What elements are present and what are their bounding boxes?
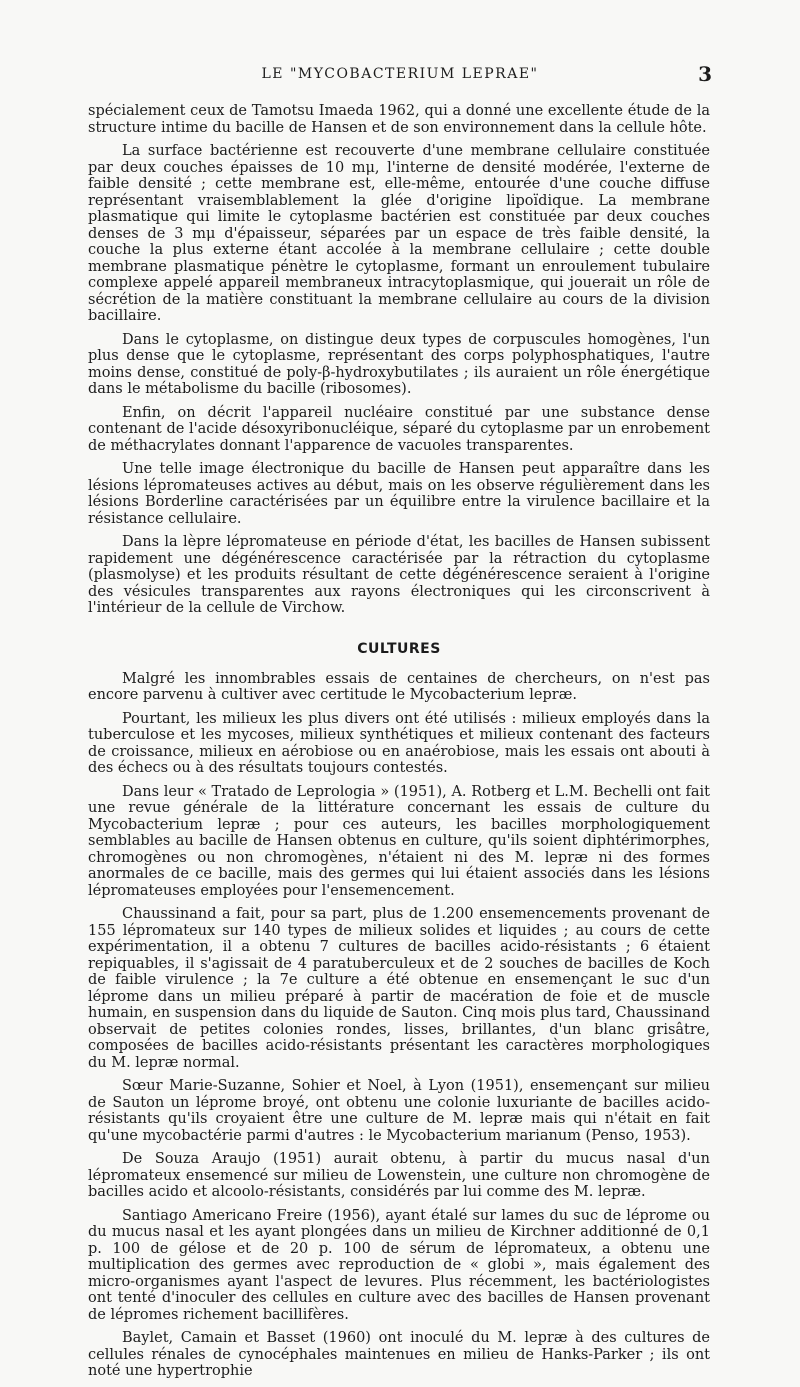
running-header	[0, 62, 800, 90]
paragraph: Une telle image électronique du bacille de Hansen peut apparaître dans les lésions lépromateuses actives au début, mais on les observe régulièrement dans les lésions Borderline caractérisées par un équilibre entre la virulence bacillaire et la résistance cellulaire.	[88, 461, 710, 527]
paragraph: Baylet, Camain et Basset (1960) ont inoculé du M. lepræ à des cultures de cellules rénales de cynocéphales maintenues en milieu de Hanks-Parker ; ils ont noté une hypertrophie	[88, 1330, 710, 1379]
paragraph: Malgré les innombrables essais de centaines de chercheurs, on n'est pas encore parvenu à cultiver avec certitude le Mycobacterium lepræ.	[88, 670, 710, 703]
paragraph: Enfin, on décrit l'appareil nucléaire constitué par une substance dense contenant de l'acide désoxyribonucléique, séparé du cytoplasme par un enrobement de méthacrylates donnant l'apparence de vacuoles transparentes.	[88, 404, 710, 454]
paragraph: La surface bactérienne est recouverte d'une membrane cellulaire constituée par deux couches épaisses de 10 mμ, l'interne de densité modérée, l'externe de faible densité ; cette membrane est, elle-même, entourée d'une couche diffuse représentant vraisemblablement la glée d'origine lipoïdique. La membrane plasmatique qui limite le cytoplasme bactérien est constituée par deux couches denses de 3 mμ d'épaisseur, séparées par un espace de très faible densité, la couche la plus externe étant accolée à la membrane cellulaire ; cette double membrane plasmatique pénètre le cytoplasme, formant un enroulement tubulaire complexe appelé appareil membraneux intracytoplasmique, qui jouerait un rôle de sécrétion de la matière constituant la membrane cellulaire au cours de la division bacillaire.	[88, 143, 710, 324]
paragraph: Santiago Americano Freire (1956), ayant étalé sur lames du suc de léprome ou du mucus nasal et les ayant plongées dans un milieu de Kirchner additionné de 0,1 p. 100 de gélose et de 20 p. 100 de sérum de lépromateux, a obtenu une multiplication des germes avec reproduction de « globi », mais également des micro-organismes ayant l'aspect de levures. Plus récemment, les bactériologistes ont tenté d'inoculer des cellules en culture avec des bacilles de Hansen provenant de lépromes richement bacillifères.	[88, 1207, 710, 1323]
paragraph: Pourtant, les milieux les plus divers ont été utilisés : milieux employés dans la tuberculose et les mycoses, milieux synthétiques et milieux contenant des facteurs de croissance, milieux en aérobiose ou en anaérobiose, mais les essais ont abouti à des échecs ou à des résultats toujours contestés.	[88, 710, 710, 776]
paragraph: Chaussinand a fait, pour sa part, plus de 1.200 ensemencements provenant de 155 lépromateux sur 140 types de milieux solides et liquides ; au cours de cette expérimentation, il a obtenu 7 cultures de bacilles acido-résistants ; 6 étaient repiquables, il s'agissait de 4 paratuberculeux et de 2 souches de bacilles de Koch de faible virulence ; la 7e culture a été obtenue en ensemençant le suc d'un léprome dans un milieu préparé à partir de macération de foie et de muscle humain, en suspension dans du liquide de Sauton. Cinq mois plus tard, Chaussinand observait de petites colonies rondes, lisses, brillantes, d'un blanc grisâtre, composées de bacilles acido-résistants présentant les caractères morphologiques du M. lepræ normal.	[88, 906, 710, 1071]
paragraph: spécialement ceux de Tamotsu Imaeda 1962, qui a donné une excellente étude de la structure intime du bacille de Hansen et de son environnement dans la cellule hôte.	[88, 103, 710, 136]
page-number: 3	[698, 62, 712, 86]
paragraph: Dans le cytoplasme, on distingue deux types de corpuscules homogènes, l'un plus dense que le cytoplasme, représentant des corps polyphosphatiques, l'autre moins dense, constitué de poly-β-hydroxybutilates ; ils auraient un rôle énergétique dans le métabolisme du bacille (ribosomes).	[88, 331, 710, 397]
paragraph: Sœur Marie-Suzanne, Sohier et Noel, à Lyon (1951), ensemençant sur milieu de Sauton un léprome broyé, ont obtenu une colonie luxuriante de bacilles acido-résistants qu'ils croyaient être une culture de M. lepræ mais qui n'était en fait qu'une mycobactérie parmi d'autres : le Mycobacterium marianum (Penso, 1953).	[88, 1078, 710, 1144]
section-title: CULTURES	[357, 640, 441, 657]
paragraph: De Souza Araujo (1951) aurait obtenu, à partir du mucus nasal d'un lépromateux ensemencé sur milieu de Lowenstein, une culture non chromogène de bacilles acido et alcoolo-résistants, considérés par lui comme des M. lepræ.	[88, 1151, 710, 1200]
body-text	[88, 103, 710, 1387]
paragraph: Dans leur « Tratado de Leprologia » (1951), A. Rotberg et L.M. Bechelli ont fait une revue générale de la littérature concernant les essais de culture du Mycobacterium lepræ ; pour ces auteurs, les bacilles morphologiquement semblables au bacille de Hansen obtenus en culture, qu'ils soient diphtérimorphes, chromogènes ou non chromogènes, n'étaient ni des M. lepræ ni des formes anormales de ce bacille, mais des germes qui lui étaient associés dans les lésions lépromateuses employées pour l'ensemencement.	[88, 783, 710, 899]
paragraph: Dans la lèpre lépromateuse en période d'état, les bacilles de Hansen subissent rapidement une dégénérescence caractérisée par la rétraction du cytoplasme (plasmolyse) et les produits résultant de cette dégénérescence seraient à l'origine des vésicules transparentes aux rayons électroniques qui les circonscrivent à l'intérieur de la cellule de Virchow.	[88, 534, 710, 616]
running-title: LE "MYCOBACTERIUM LEPRAE"	[261, 66, 539, 82]
